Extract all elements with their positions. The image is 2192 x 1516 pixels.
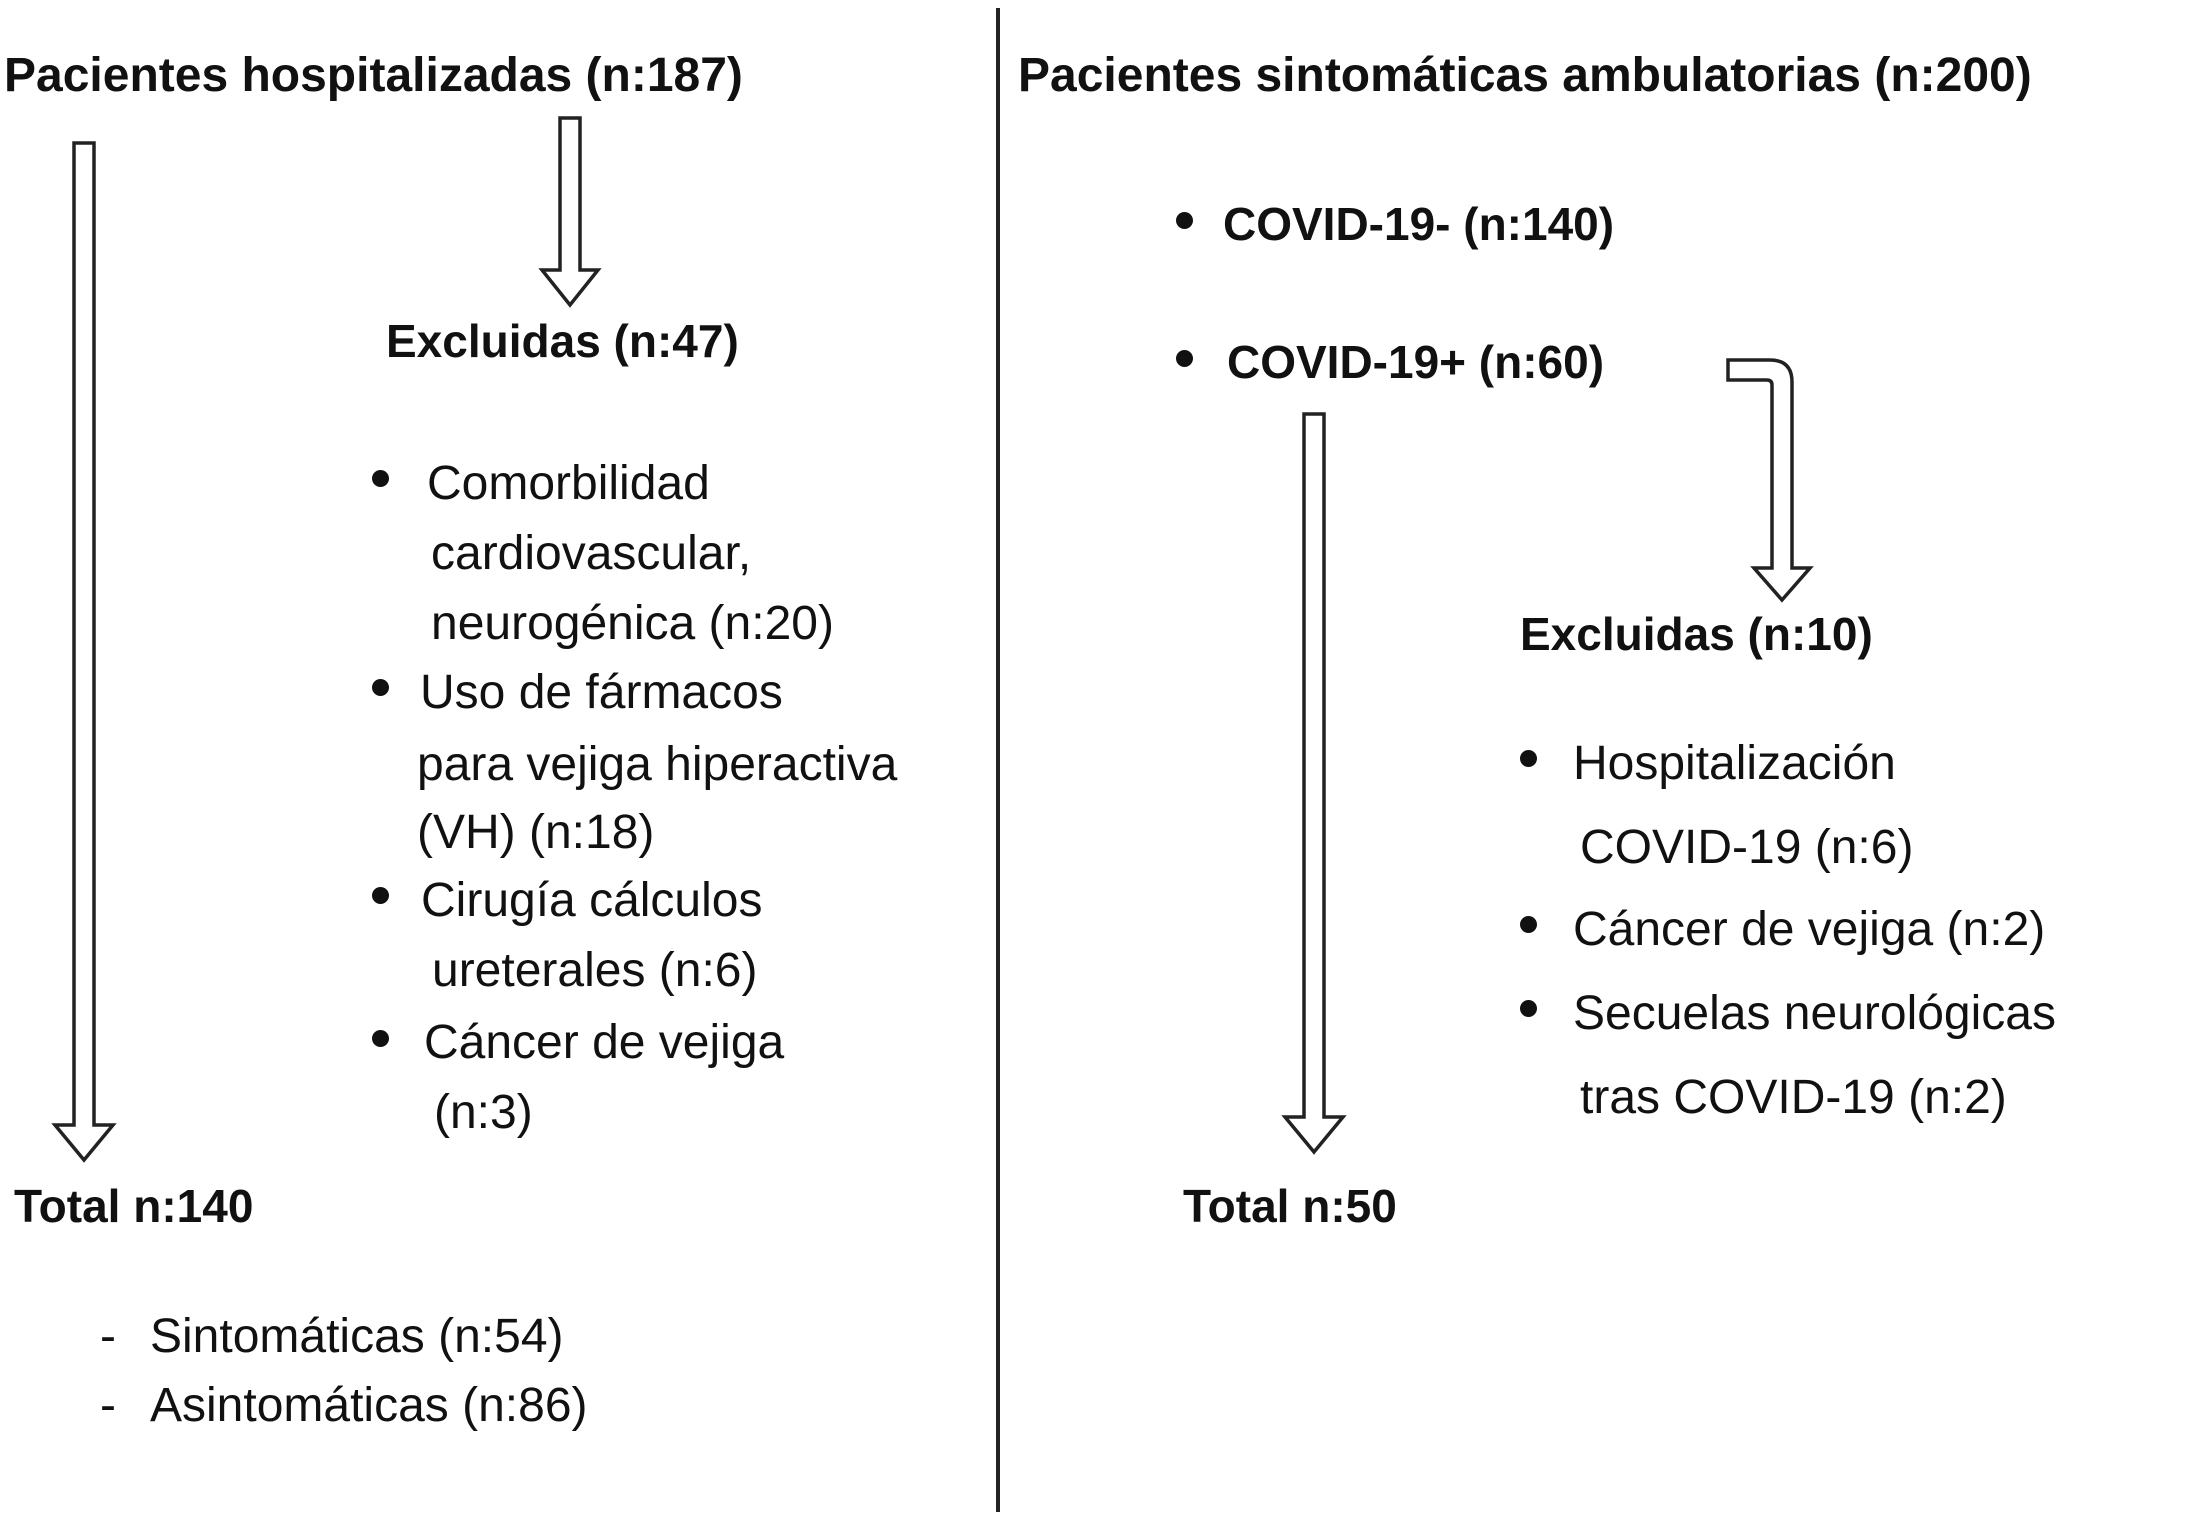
left-excluded-item-4-line-1: Cáncer de vejiga [424,1016,785,1069]
bullet [372,470,389,487]
right-excluded-item-2: Cáncer de vejiga (n:2) [1573,903,2046,956]
left-total-item-1: Sintomáticas (n:54) [150,1310,564,1363]
covid-negative-group: COVID-19- (n:140) [1223,198,1615,250]
bullet [1176,212,1193,229]
covid-positive-group: COVID-19+ (n:60) [1227,336,1605,388]
arrow-covid-positive-to-excluded [1728,360,1810,600]
left-excluded-item-4-line-2: (n:3) [434,1086,533,1139]
left-excluded-item-1-line-1: Comorbilidad [427,457,710,510]
arrow-hospitalized-to-excluded [542,118,598,305]
left-excluded-item-2-line-1: Uso de fármacos [420,666,783,719]
bullet [1520,916,1537,933]
left-total: Total n:140 [14,1180,254,1232]
left-excluded-title: Excluidas (n:47) [386,315,739,367]
left-excluded-item-1-line-2: cardiovascular, [431,527,752,580]
dash: - [100,1310,116,1363]
left-excluded-item-1-line-3: neurogénica (n:20) [431,597,834,650]
bullet [372,887,389,904]
right-excluded-item-1-line-2: COVID-19 (n:6) [1580,821,1914,874]
left-excluded-item-2-line-2: para vejiga hiperactiva [417,738,898,791]
left-excluded-item-3-line-2: ureterales (n:6) [432,944,758,997]
right-excluded-item-3-line-2: tras COVID-19 (n:2) [1580,1071,2007,1124]
right-excluded-item-3-line-1: Secuelas neurológicas [1573,987,2056,1040]
right-excluded-title: Excluidas (n:10) [1520,608,1873,660]
bullet [1176,350,1193,367]
bullet [372,1030,389,1047]
bullet [1520,750,1537,767]
dash: - [100,1379,116,1432]
right-excluded-item-1-line-1: Hospitalización [1573,737,1896,790]
arrow-covid-positive-to-total [1285,414,1343,1152]
left-total-item-2: Asintomáticas (n:86) [150,1379,588,1432]
left-excluded-item-3-line-1: Cirugía cálculos [421,874,763,927]
ambulatory-title: Pacientes sintomáticas ambulatorias (n:200) [1018,49,2032,102]
bullet [372,679,389,696]
right-total: Total n:50 [1183,1180,1397,1232]
left-excluded-item-2-line-3: (VH) (n:18) [417,806,655,859]
bullet [1520,1000,1537,1017]
hospitalized-title: Pacientes hospitalizadas (n:187) [4,49,743,102]
arrow-hospitalized-to-total [55,143,113,1160]
